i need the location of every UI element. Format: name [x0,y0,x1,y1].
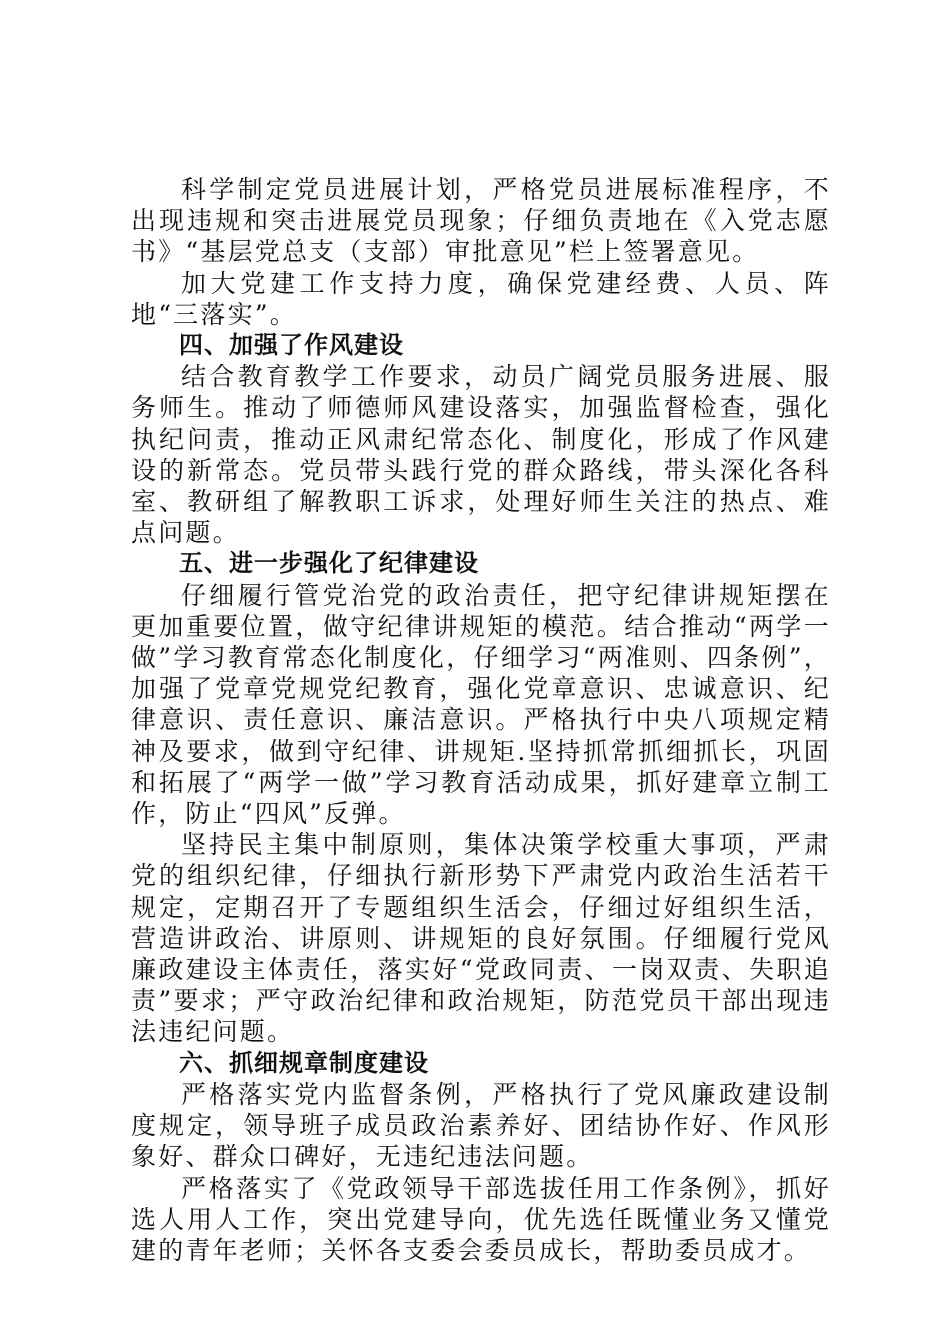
paragraph-cadre-selection: 严格落实了《党政领导干部选拔任用工作条例》，抓好选人用人工作，突出党建导向，优先选任既懂业务又懂党建的青年老师；关怀各支委会委员成长，帮助委员成才。 [131,1173,831,1265]
paragraph-work-style: 结合教育教学工作要求，动员广阔党员服务进展、服务师生。推动了师德师风建设落实，加强监督检查，强化执纪问责，推动正风肃纪常态化、制度化，形成了作风建设的新常态。党员带头践行党的群众路线，带头深化各科室、教研组了解教职工诉求，处理好师生关注的热点、难点问题。 [131,362,831,548]
paragraph-member-development: 科学制定党员进展计划，严格党员进展标准程序，不出现违规和突击进展党员现象；仔细负责地在《入党志愿书》“基层党总支（支部）审批意见”栏上签署意见。 [131,175,831,267]
heading-discipline: 五、进一步强化了纪律建设 [179,549,479,578]
paragraph-supervision: 严格落实党内监督条例，严格执行了党风廉政建设制度规定，领导班子成员政治素养好、团结协作好、作风形象好、群众口碑好，无违纪违法问题。 [131,1079,831,1172]
heading-work-style: 四、加强了作风建设 [179,331,404,360]
paragraph-discipline-responsibility: 仔细履行管党治党的政治责任，把守纪律讲规矩摆在更加重要位置，做守纪律讲规矩的模范。结合推动“两学一做”学习教育常态化制度化，仔细学习“两准则、四条例”，加强了党章党规党纪教育，强化党章意识、忠诚意识、纪律意识、责任意识、廉洁意识。严格执行中央八项规定精神及要求，做到守纪律、讲规矩.坚持抓常抓细抓长，巩固和拓展了“两学一做”学习教育活动成果，抓好建章立制工作，防止“四风”反弹。 [131,580,831,829]
heading-regulations: 六、抓细规章制度建设 [179,1048,429,1077]
paragraph-support: 加大党建工作支持力度，确保党建经费、人员、阵地“三落实”。 [131,268,831,329]
paragraph-democratic-centralism: 坚持民主集中制原则，集体决策学校重大事项，严肃党的组织纪律，仔细执行新形势下严肃党内政治生活若干规定，定期召开了专题组织生活会，仔细过好组织生活，营造讲政治、讲原则、讲规矩的良好氛围。仔细履行党风廉政建设主体责任，落实好“党政同责、一岗双责、失职追责”要求；严守政治纪律和政治规矩，防范党员干部出现违法违纪问题。 [131,830,831,1047]
document-page [131,174,831,1266]
